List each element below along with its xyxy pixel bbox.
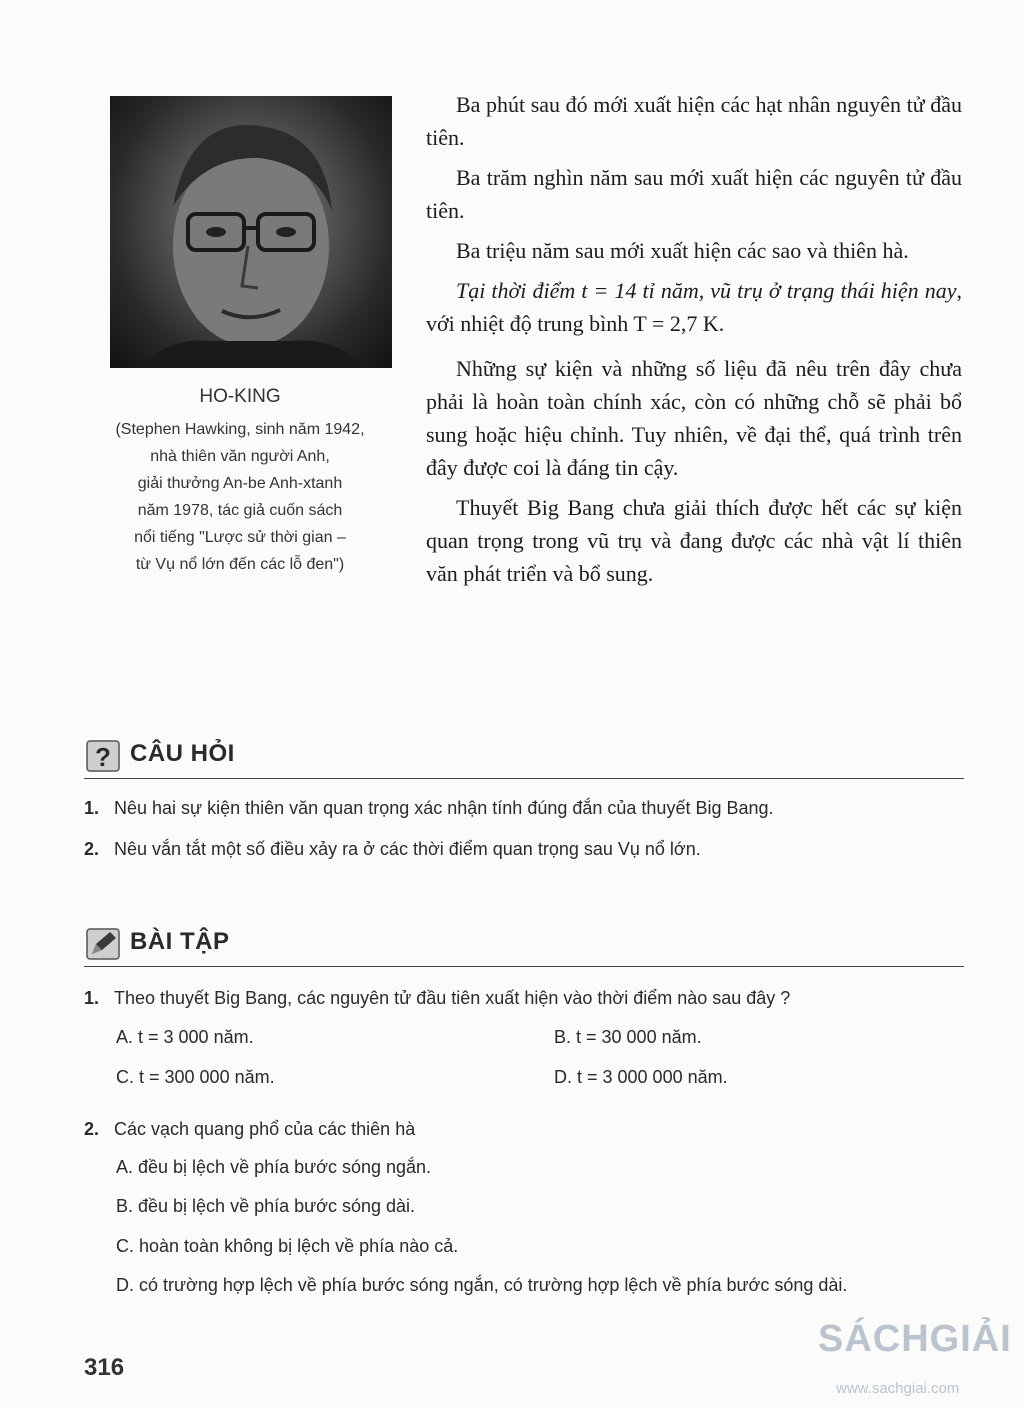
exercise-text: Theo thuyết Big Bang, các nguyên tử đầu tiên xuất hiện vào thời điểm nào sau đây ?: [114, 988, 791, 1008]
caption-line: nổi tiếng "Lược sử thời gian –: [134, 529, 346, 546]
paragraph: Thuyết Big Bang chưa giải thích được hết các sự kiện quan trọng trong vũ trụ và đang được các nhà vật lí thiên văn phát triển và bổ sung.: [426, 495, 962, 586]
body-text: [426, 88, 962, 597]
question-item: [84, 798, 964, 819]
answer-option: A. đều bị lệch về phía bước sóng ngắn.: [116, 1157, 432, 1177]
question-number: 1.: [84, 798, 100, 818]
caption-line: giải thưởng An-be Anh-xtanh: [137, 475, 343, 492]
caption-line: nhà thiên văn người Anh,: [150, 448, 330, 465]
portrait-drawing: [110, 96, 392, 368]
exercises-header: [84, 926, 964, 967]
answer-option: D. t = 3 000 000 năm.: [554, 1067, 728, 1087]
caption-line: từ Vụ nổ lớn đến các lỗ đen"): [135, 556, 345, 573]
watermark-url: www.sachgiai.com: [836, 1380, 960, 1397]
caption-name: HO-KING: [199, 386, 281, 407]
paragraph: Những sự kiện và những số liệu đã nêu trên đây chưa phải là hoàn toàn chính xác, còn có những chỗ sẽ phải bổ sung hoặc hiệu chỉnh. Tuy nhiên, về đại thể, quá trình trên đây được coi là đáng tin cậy.: [426, 356, 962, 480]
exercise-number: 2.: [84, 1119, 100, 1139]
question-mark-icon: [86, 740, 120, 772]
answer-option: B. đều bị lệch về phía bước sóng dài.: [116, 1196, 416, 1216]
section-title: BÀI TẬP: [130, 928, 230, 955]
question-text: Nêu vắn tắt một số điều xảy ra ở các thời điểm quan trọng sau Vụ nổ lớn.: [114, 839, 701, 859]
portrait-photo: [110, 96, 392, 368]
answer-option: A. t = 3 000 năm.: [116, 1027, 254, 1047]
italic-phrase: Tại thời điểm t = 14 tỉ năm, vũ trụ ở trạng thái hiện nay: [456, 278, 957, 303]
exercise-pencil-icon: [86, 928, 120, 960]
watermark-logo: SÁCHGIẢI: [818, 1318, 1012, 1360]
exercise-number: 1.: [84, 988, 100, 1008]
page-number: 316: [84, 1354, 125, 1381]
answer-option: D. có trường hợp lệch về phía bước sóng ngắn, có trường hợp lệch về phía bước sóng dài.: [116, 1275, 848, 1295]
section-title: CÂU HỎI: [130, 740, 235, 767]
caption-line: năm 1978, tác giả cuốn sách: [137, 502, 343, 519]
answer-option: C. hoàn toàn không bị lệch về phía nào cả.: [116, 1236, 459, 1256]
answer-option: B. t = 30 000 năm.: [554, 1027, 702, 1047]
paragraph: Ba trăm nghìn năm sau mới xuất hiện các nguyên tử đầu tiên.: [426, 165, 962, 223]
exercise-item: [84, 1119, 964, 1140]
question-item: [84, 839, 964, 860]
questions-header: [84, 738, 964, 779]
paragraph: [426, 274, 962, 340]
exercise-text: Các vạch quang phổ của các thiên hà: [114, 1119, 416, 1139]
exercise-item: [84, 988, 964, 1009]
caption-line: (Stephen Hawking, sinh năm 1942,: [115, 421, 365, 438]
answer-option: C. t = 300 000 năm.: [116, 1067, 275, 1087]
svg-text:?: ?: [95, 742, 111, 772]
question-number: 2.: [84, 839, 100, 859]
figure-caption: [70, 386, 410, 578]
paragraph: Ba triệu năm sau mới xuất hiện các sao và thiên hà.: [456, 238, 909, 263]
question-text: Nêu hai sự kiện thiên văn quan trọng xác nhận tính đúng đắn của thuyết Big Bang.: [114, 798, 774, 818]
paragraph: Ba phút sau đó mới xuất hiện các hạt nhân nguyên tử đầu tiên.: [426, 92, 962, 150]
paragraph-rest: , với nhiệt độ trung bình T = 2,7 K.: [426, 278, 962, 336]
